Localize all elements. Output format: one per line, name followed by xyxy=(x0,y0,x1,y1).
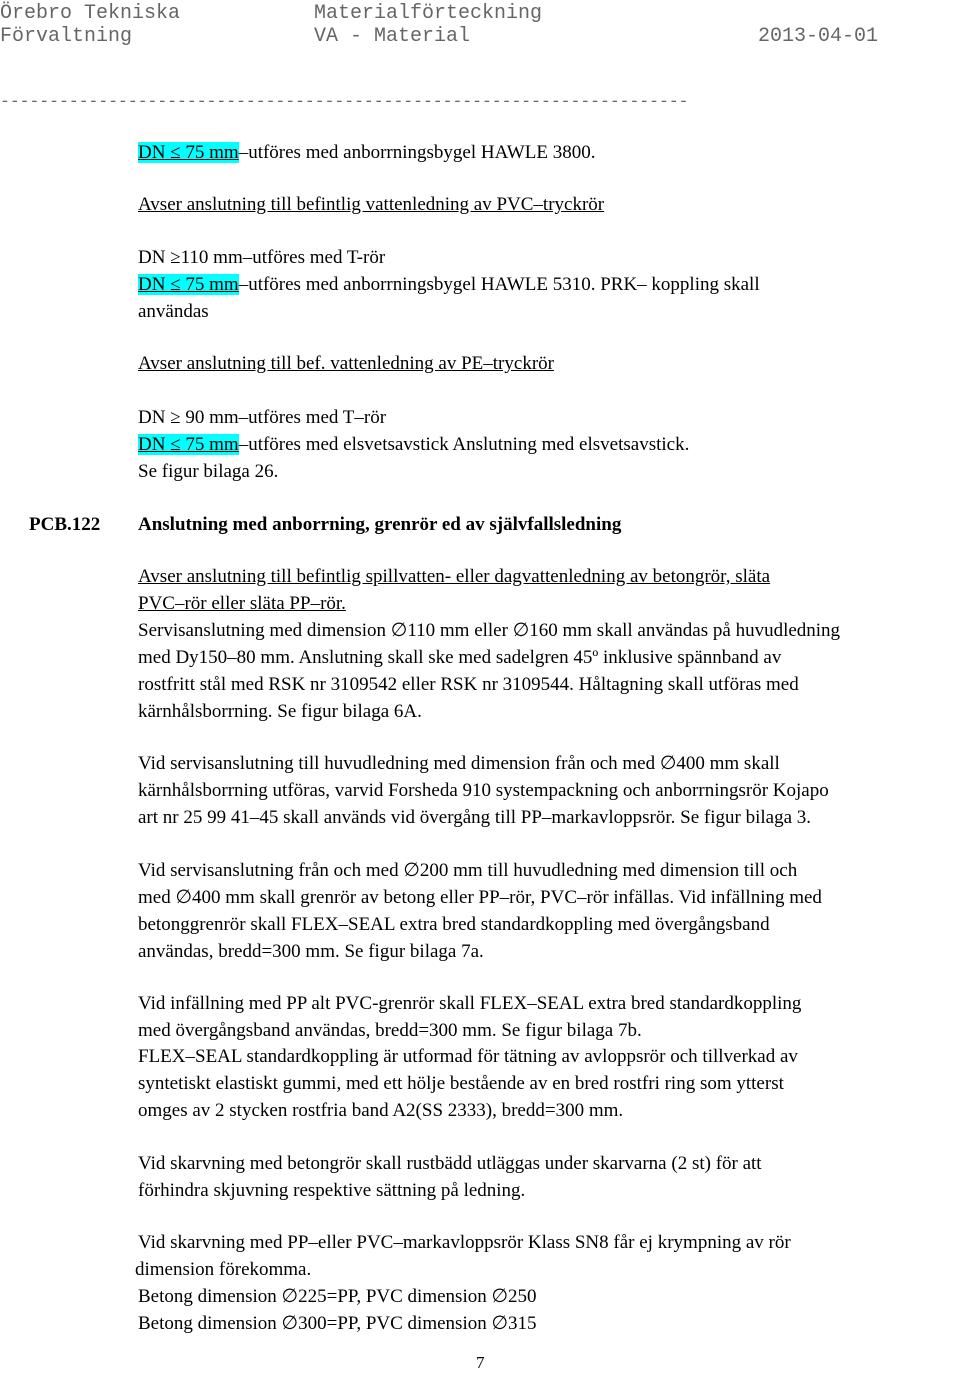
header-org-line2: Förvaltning xyxy=(0,25,133,48)
p6-line1: Vid skarvning med PP–eller PVC–markavloppsrör Klass SN8 får ej krympning av rör xyxy=(138,1232,791,1253)
p2-line3: art nr 25 99 41–45 skall används vid övergång till PP–markavloppsrör. Se figur bilaga 3. xyxy=(138,807,811,828)
section-code: PCB.122 xyxy=(29,514,101,535)
line-dn75-hawle3800 xyxy=(138,139,960,166)
line-dn75-elsvets xyxy=(138,431,960,458)
page-number: 7 xyxy=(476,1353,485,1372)
line-text: –utföres med anborrningsbygel HAWLE 5310. PRK– koppling skall xyxy=(238,274,760,295)
line-anvandas: användas xyxy=(138,301,209,322)
highlight-dn75: DN ≤ 75 mm xyxy=(138,274,239,295)
p4-line5: omges av 2 stycken rostfria band A2(SS 2333), bredd=300 mm. xyxy=(138,1100,624,1121)
p4-line2: med övergångsband användas, bredd=300 mm. Se figur bilaga 7b. xyxy=(138,1020,642,1041)
pvc-connection-note: Avser anslutning till befintlig vattenledning av PVC–tryckrör xyxy=(138,194,605,215)
header-date: 2013-04-01 xyxy=(758,25,879,48)
p1-line5: rostfritt stål med RSK nr 3109542 eller RSK nr 3109544. Håltagning skall utföras med xyxy=(138,674,799,695)
p4-line3: FLEX–SEAL standardkoppling är utformad för tätning av avloppsrör och tillverkad av xyxy=(138,1046,798,1067)
p3-line2: med ∅400 mm skall grenrör av betong eller PP–rör, PVC–rör infällas. Vid infällning med xyxy=(138,887,822,908)
header-doc-subtitle: VA - Material xyxy=(314,25,471,48)
p5-line2: förhindra skjuvning respektive sättning på ledning. xyxy=(138,1180,526,1201)
p1-line3: Servisanslutning med dimension ∅110 mm eller ∅160 mm skall användas på huvudledning xyxy=(138,620,841,641)
p3-line1: Vid servisanslutning från och med ∅200 mm till huvudledning med dimension till och xyxy=(138,860,798,881)
header-rule: ---------------------------------------------------------------------- xyxy=(0,92,689,111)
highlight-dn75: DN ≤ 75 mm xyxy=(138,434,239,455)
highlight-dn75: DN ≤ 75 mm xyxy=(138,142,239,163)
line-dn90: DN ≥ 90 mm–utföres med T–rör xyxy=(138,407,387,428)
line-figur26: Se figur bilaga 26. xyxy=(138,461,279,482)
line-dn110: DN ≥110 mm–utföres med T-rör xyxy=(138,247,386,268)
p1-line4: med Dy150–80 mm. Anslutning skall ske med sadelgren 45º inklusive spännband av xyxy=(138,647,782,668)
pe-connection-note: Avser anslutning till bef. vattenledning av PE–tryckrör xyxy=(138,353,554,374)
header-doc-title: Materialförteckning xyxy=(314,2,543,25)
p1-line1: Avser anslutning till befintlig spillvatten- eller dagvattenledning av betongrör, släta xyxy=(138,566,771,587)
p4-line1: Vid infällning med PP alt PVC-grenrör skall FLEX–SEAL extra bred standardkoppling xyxy=(138,993,802,1014)
p1-line2: PVC–rör eller släta PP–rör. xyxy=(138,593,346,614)
p2-line1: Vid servisanslutning till huvudledning med dimension från och med ∅400 mm skall xyxy=(138,753,780,774)
line-text: –utföres med anborrningsbygel HAWLE 3800. xyxy=(238,142,596,163)
p3-line4: användas, bredd=300 mm. Se figur bilaga 7a. xyxy=(138,941,484,962)
section-heading: Anslutning med anborrning, grenrör ed av självfallsledning xyxy=(138,514,622,535)
p6-line3: Betong dimension ∅225=PP, PVC dimension ∅250 xyxy=(138,1286,537,1307)
p5-line1: Vid skarvning med betongrör skall rustbädd utläggas under skarvarna (2 st) för att xyxy=(138,1153,762,1174)
line-dn75-hawle5310 xyxy=(138,271,960,298)
p2-line2: kärnhålsborrning utföras, varvid Forsheda 910 systempackning och anborrningsrör Kojapo xyxy=(138,780,829,801)
p3-line3: betonggrenrör skall FLEX–SEAL extra bred standardkoppling med övergångsband xyxy=(138,914,770,935)
p6-line2: dimension förekomma. xyxy=(135,1259,312,1280)
line-text: –utföres med elsvetsavstick Anslutning med elsvetsavstick. xyxy=(238,434,690,455)
p1-line6: kärnhålsborrning. Se figur bilaga 6A. xyxy=(138,701,422,722)
p6-line4: Betong dimension ∅300=PP, PVC dimension ∅315 xyxy=(138,1313,537,1334)
p4-line4: syntetiskt elastiskt gummi, med ett hölje bestående av en bred rostfri ring som ytterst xyxy=(138,1073,784,1094)
header-org-line1: Örebro Tekniska xyxy=(0,2,181,25)
